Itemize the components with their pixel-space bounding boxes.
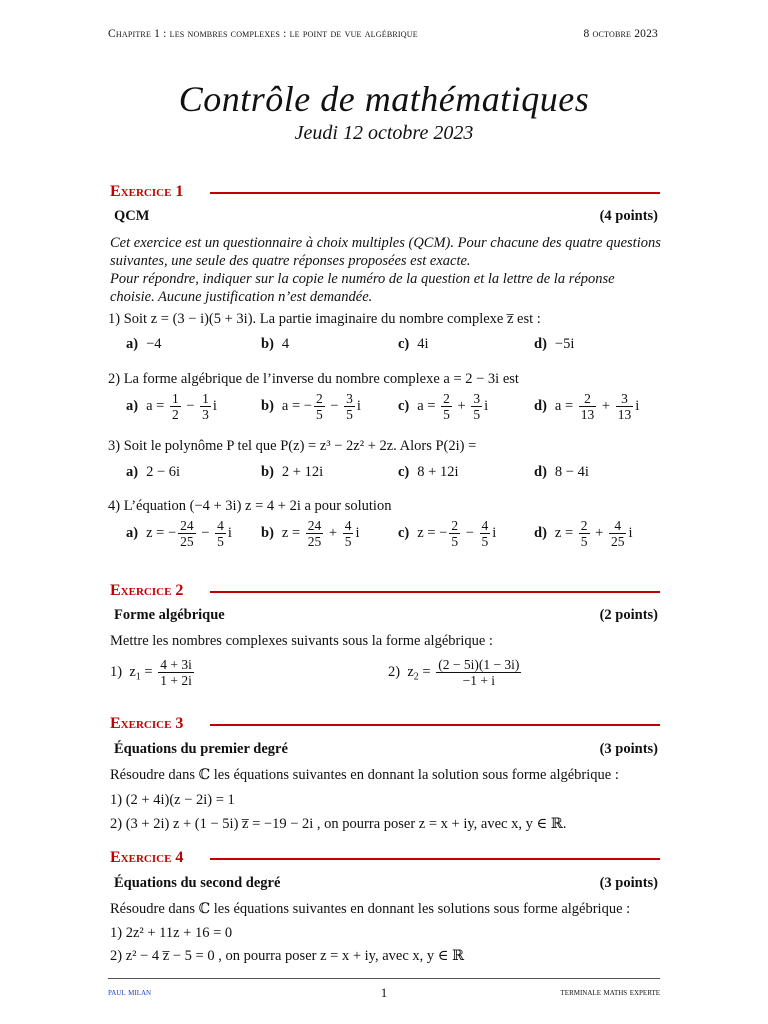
q2-answer-d: d) a = $\frac{2}{13}$ + $\frac{3}{13}$ i xyxy=(534,391,640,422)
q3-answer-b: b) 2 + 12i xyxy=(261,464,324,480)
footer-author: paul milan xyxy=(108,987,152,998)
exercise-2-subtitle: Forme algébrique xyxy=(114,607,225,623)
exercise-4-label: Exercice 4 xyxy=(110,849,184,866)
q4-answer-c: c) z = − $\frac{2}{5}$ − $\frac{4}{5}$ i xyxy=(398,518,497,549)
exercise-4-rule xyxy=(210,858,660,860)
exercise-3-subheading xyxy=(114,741,658,761)
page-header xyxy=(108,28,658,46)
exercise-3-points: (3 points) xyxy=(599,741,658,757)
q3-answer-c: c) 8 + 12i xyxy=(398,464,459,480)
q4-answer-d: d) z = $\frac{2}{5}$ + $\frac{4}{25}$ i xyxy=(534,518,633,549)
q4-answer-b: b) z = $\frac{24}{25}$ + $\frac{4}{5}$ i xyxy=(261,518,360,549)
exercise-4-item-2: 2) z² − 4 z̅ − 5 = 0 , on pourra poser z = x + iy, avec x, y ∈ ℝ xyxy=(110,948,465,964)
q3-answer-a: a) 2 − 6i xyxy=(126,464,181,480)
question-4: 4) L’équation (−4 + 3i) z = 4 + 2i a pour solution xyxy=(108,498,392,514)
exercise-2-rule xyxy=(210,591,660,593)
exercise-3-subtitle: Équations du premier degré xyxy=(114,741,288,757)
exercise-2-label: Exercice 2 xyxy=(110,582,184,599)
exercise-2-points: (2 points) xyxy=(599,607,658,623)
question-1: 1) Soit z = (3 − i)(5 + 3i). La partie imaginaire du nombre complexe z̅ est : xyxy=(108,311,541,327)
exercise-1-points: (4 points) xyxy=(599,208,658,224)
q1-answer-a: a) −4 xyxy=(126,336,162,352)
header-date: 8 octobre 2023 xyxy=(583,28,658,40)
question-3: 3) Soit le polynôme P tel que P(z) = z³ − 2z² + 2z. Alors P(2i) = xyxy=(108,438,477,454)
exercise-3-heading xyxy=(110,715,660,737)
exercise-3-item-1: 1) (2 + 4i)(z − 2i) = 1 xyxy=(110,792,235,808)
exercise-1-subtitle: QCM xyxy=(114,208,150,224)
exercise-3-label: Exercice 3 xyxy=(110,715,184,732)
exercise-4-subtitle: Équations du second degré xyxy=(114,875,281,891)
page-title: Contrôle de mathématiques xyxy=(178,79,590,119)
exercise-1-intro-2: Pour répondre, indiquer sur la copie le numéro de la question et la lettre de la réponse choisie. Aucune justification n’est demandée. xyxy=(110,271,615,305)
exercise-2-item-2: 2) $z_2$ = $\frac{(2 - 5i)(1 - 3i)}{-1 + i}$ xyxy=(388,657,520,688)
q2-answer-b: b) a = − $\frac{2}{5}$ − $\frac{3}{5}$ i xyxy=(261,391,361,422)
q2-answer-c: c) a = $\frac{2}{5}$ + $\frac{3}{5}$ i xyxy=(398,391,489,422)
exercise-4-intro: Résoudre dans ℂ les équations suivantes en donnant les solutions sous forme algébrique : xyxy=(110,901,631,917)
exercise-1-intro-1: Cet exercice est un questionnaire à choix multiples (QCM). Pour chacune des quatre questions suivantes, une seule des quatre réponses proposées est exacte. xyxy=(110,235,661,269)
q4-answer-a: a) z = − $\frac{24}{25}$ − $\frac{4}{5}$ i xyxy=(126,518,232,549)
exercise-1-heading xyxy=(110,183,660,205)
exercise-3-item-2: 2) (3 + 2i) z + (1 − 5i) z̅ = −19 − 2i , on pourra poser z = x + iy, avec x, y ∈ ℝ. xyxy=(110,816,567,832)
exercise-4-points: (3 points) xyxy=(599,875,658,891)
exercise-1-subheading xyxy=(114,208,658,228)
q2-answer-a: a) a = $\frac{1}{2}$ − $\frac{1}{3}$ i xyxy=(126,391,217,422)
exercise-2-intro: Mettre les nombres complexes suivants sous la forme algébrique : xyxy=(110,633,493,649)
exercise-2-item-1: 1) $z_1$ = $\frac{4 + 3i}{1 + 2i}$ xyxy=(110,657,192,688)
q3-answer-d: d) 8 − 4i xyxy=(534,464,589,480)
exercise-1-rule xyxy=(210,192,660,194)
page-number: 1 xyxy=(380,985,388,1000)
exercise-4-subheading xyxy=(114,875,658,895)
exercise-4-item-1: 1) 2z² + 11z + 16 = 0 xyxy=(110,925,233,941)
page-footer xyxy=(108,987,660,1003)
exercise-2-subheading xyxy=(114,607,658,627)
q1-answer-c: c) 4i xyxy=(398,336,429,352)
exercise-1-label: Exercice 1 xyxy=(110,183,184,200)
q1-answer-d: d) −5i xyxy=(534,336,575,352)
question-2: 2) La forme algébrique de l’inverse du nombre complexe a = 2 − 3i est xyxy=(108,371,519,387)
q1-answer-b: b) 4 xyxy=(261,336,290,352)
footer-rule xyxy=(108,978,660,979)
exercise-2-heading xyxy=(110,582,660,604)
footer-class: terminale maths experte xyxy=(560,987,660,998)
exercise-4-heading xyxy=(110,849,660,871)
page-subtitle: Jeudi 12 octobre 2023 xyxy=(294,122,474,144)
exercise-3-rule xyxy=(210,724,660,726)
chapter-title: Chapitre 1 : les nombres complexes : le point de vue algébrique xyxy=(108,28,418,40)
exercise-3-intro: Résoudre dans ℂ les équations suivantes en donnant la solution sous forme algébrique : xyxy=(110,767,619,783)
